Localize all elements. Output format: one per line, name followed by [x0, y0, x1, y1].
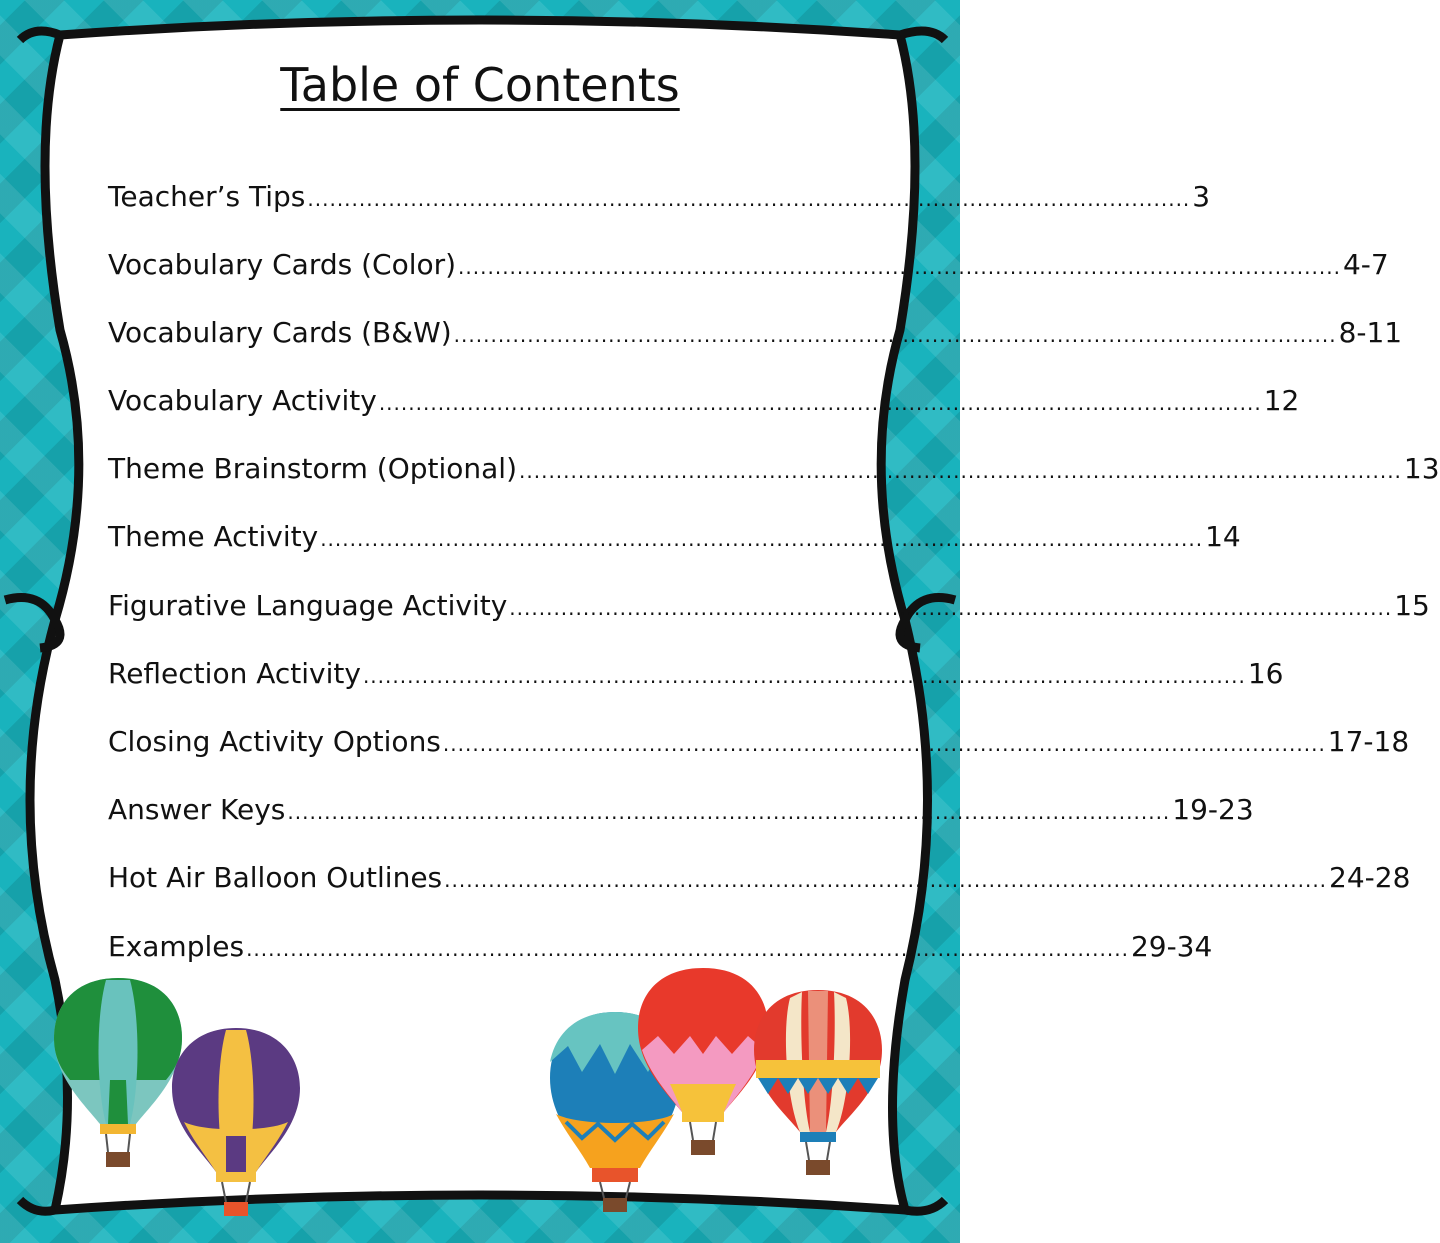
- toc-entry-page: 12: [1263, 384, 1300, 417]
- toc-entry: [108, 180, 1211, 220]
- toc-entry-label: Teacher’s Tips: [108, 180, 306, 213]
- toc-entry: [108, 725, 1410, 765]
- toc-entry: [108, 452, 1440, 492]
- toc-entry-page: 8-11: [1338, 316, 1403, 349]
- toc-entry-page: 3: [1192, 180, 1211, 213]
- toc-entry-page: 29-34: [1130, 930, 1213, 963]
- toc-entry-label: Vocabulary Activity: [108, 384, 377, 417]
- toc-entry-label: Closing Activity Options: [108, 725, 441, 758]
- toc-entry: [108, 861, 1411, 901]
- toc-entry-page: 16: [1247, 657, 1284, 690]
- purple-hot-air-balloon-icon: [170, 1026, 302, 1218]
- toc-entry-label: Answer Keys: [108, 793, 286, 826]
- toc-entry-page: 15: [1394, 589, 1430, 622]
- toc-entry-page: 17-18: [1327, 725, 1410, 758]
- toc-entry-label: Theme Brainstorm (Optional): [108, 452, 518, 485]
- toc-leader-dots: ........................................................................................................................: [453, 323, 1337, 347]
- toc-entry: [108, 589, 1430, 629]
- toc-leader-dots: ........................................................................................................................: [320, 527, 1204, 551]
- toc-entry-page: 13: [1403, 452, 1440, 485]
- toc-leader-dots: ........................................................................................................................: [442, 732, 1326, 756]
- toc-entry: [108, 657, 1284, 697]
- green-hot-air-balloon-icon: [52, 976, 184, 1171]
- toc-leader-dots: ........................................................................................................................: [509, 596, 1393, 620]
- toc-leader-dots: ........................................................................................................................: [307, 187, 1191, 211]
- toc-entry: [108, 793, 1254, 833]
- toc-entry-label: Hot Air Balloon Outlines: [108, 861, 443, 894]
- toc-entry-label: Vocabulary Cards (Color): [108, 248, 457, 281]
- toc-leader-dots: ........................................................................................................................: [287, 800, 1171, 824]
- toc-entry: [108, 316, 1403, 356]
- toc-leader-dots: ........................................................................................................................: [246, 937, 1129, 961]
- toc-entry-label: Examples: [108, 930, 245, 963]
- striped-hot-air-balloon-icon: [752, 988, 884, 1178]
- toc-entry-label: Figurative Language Activity: [108, 589, 508, 622]
- toc-leader-dots: ........................................................................................................................: [362, 664, 1246, 688]
- page-title: Table of Contents: [280, 58, 680, 112]
- toc-entry-page: 4-7: [1342, 248, 1389, 281]
- toc-leader-dots: ........................................................................................................................: [444, 868, 1328, 892]
- toc-entry: [108, 520, 1241, 560]
- toc-entry-label: Reflection Activity: [108, 657, 361, 690]
- toc-entry-page: 24-28: [1329, 861, 1411, 894]
- toc-leader-dots: ........................................................................................................................: [458, 255, 1341, 279]
- red-pink-hot-air-balloon-icon: [636, 966, 770, 1158]
- toc-entry: [108, 248, 1389, 288]
- toc-entry: [108, 930, 1213, 970]
- toc-entry-label: Theme Activity: [108, 520, 319, 553]
- toc-leader-dots: ........................................................................................................................: [378, 391, 1262, 415]
- toc-entry-page: 19-23: [1172, 793, 1254, 826]
- toc-entry-label: Vocabulary Cards (B&W): [108, 316, 452, 349]
- frame-swirl-left: [5, 598, 60, 649]
- toc-entry: [108, 384, 1300, 424]
- toc-entry-page: 14: [1205, 520, 1241, 553]
- toc-leader-dots: ........................................................................................................................: [519, 459, 1402, 483]
